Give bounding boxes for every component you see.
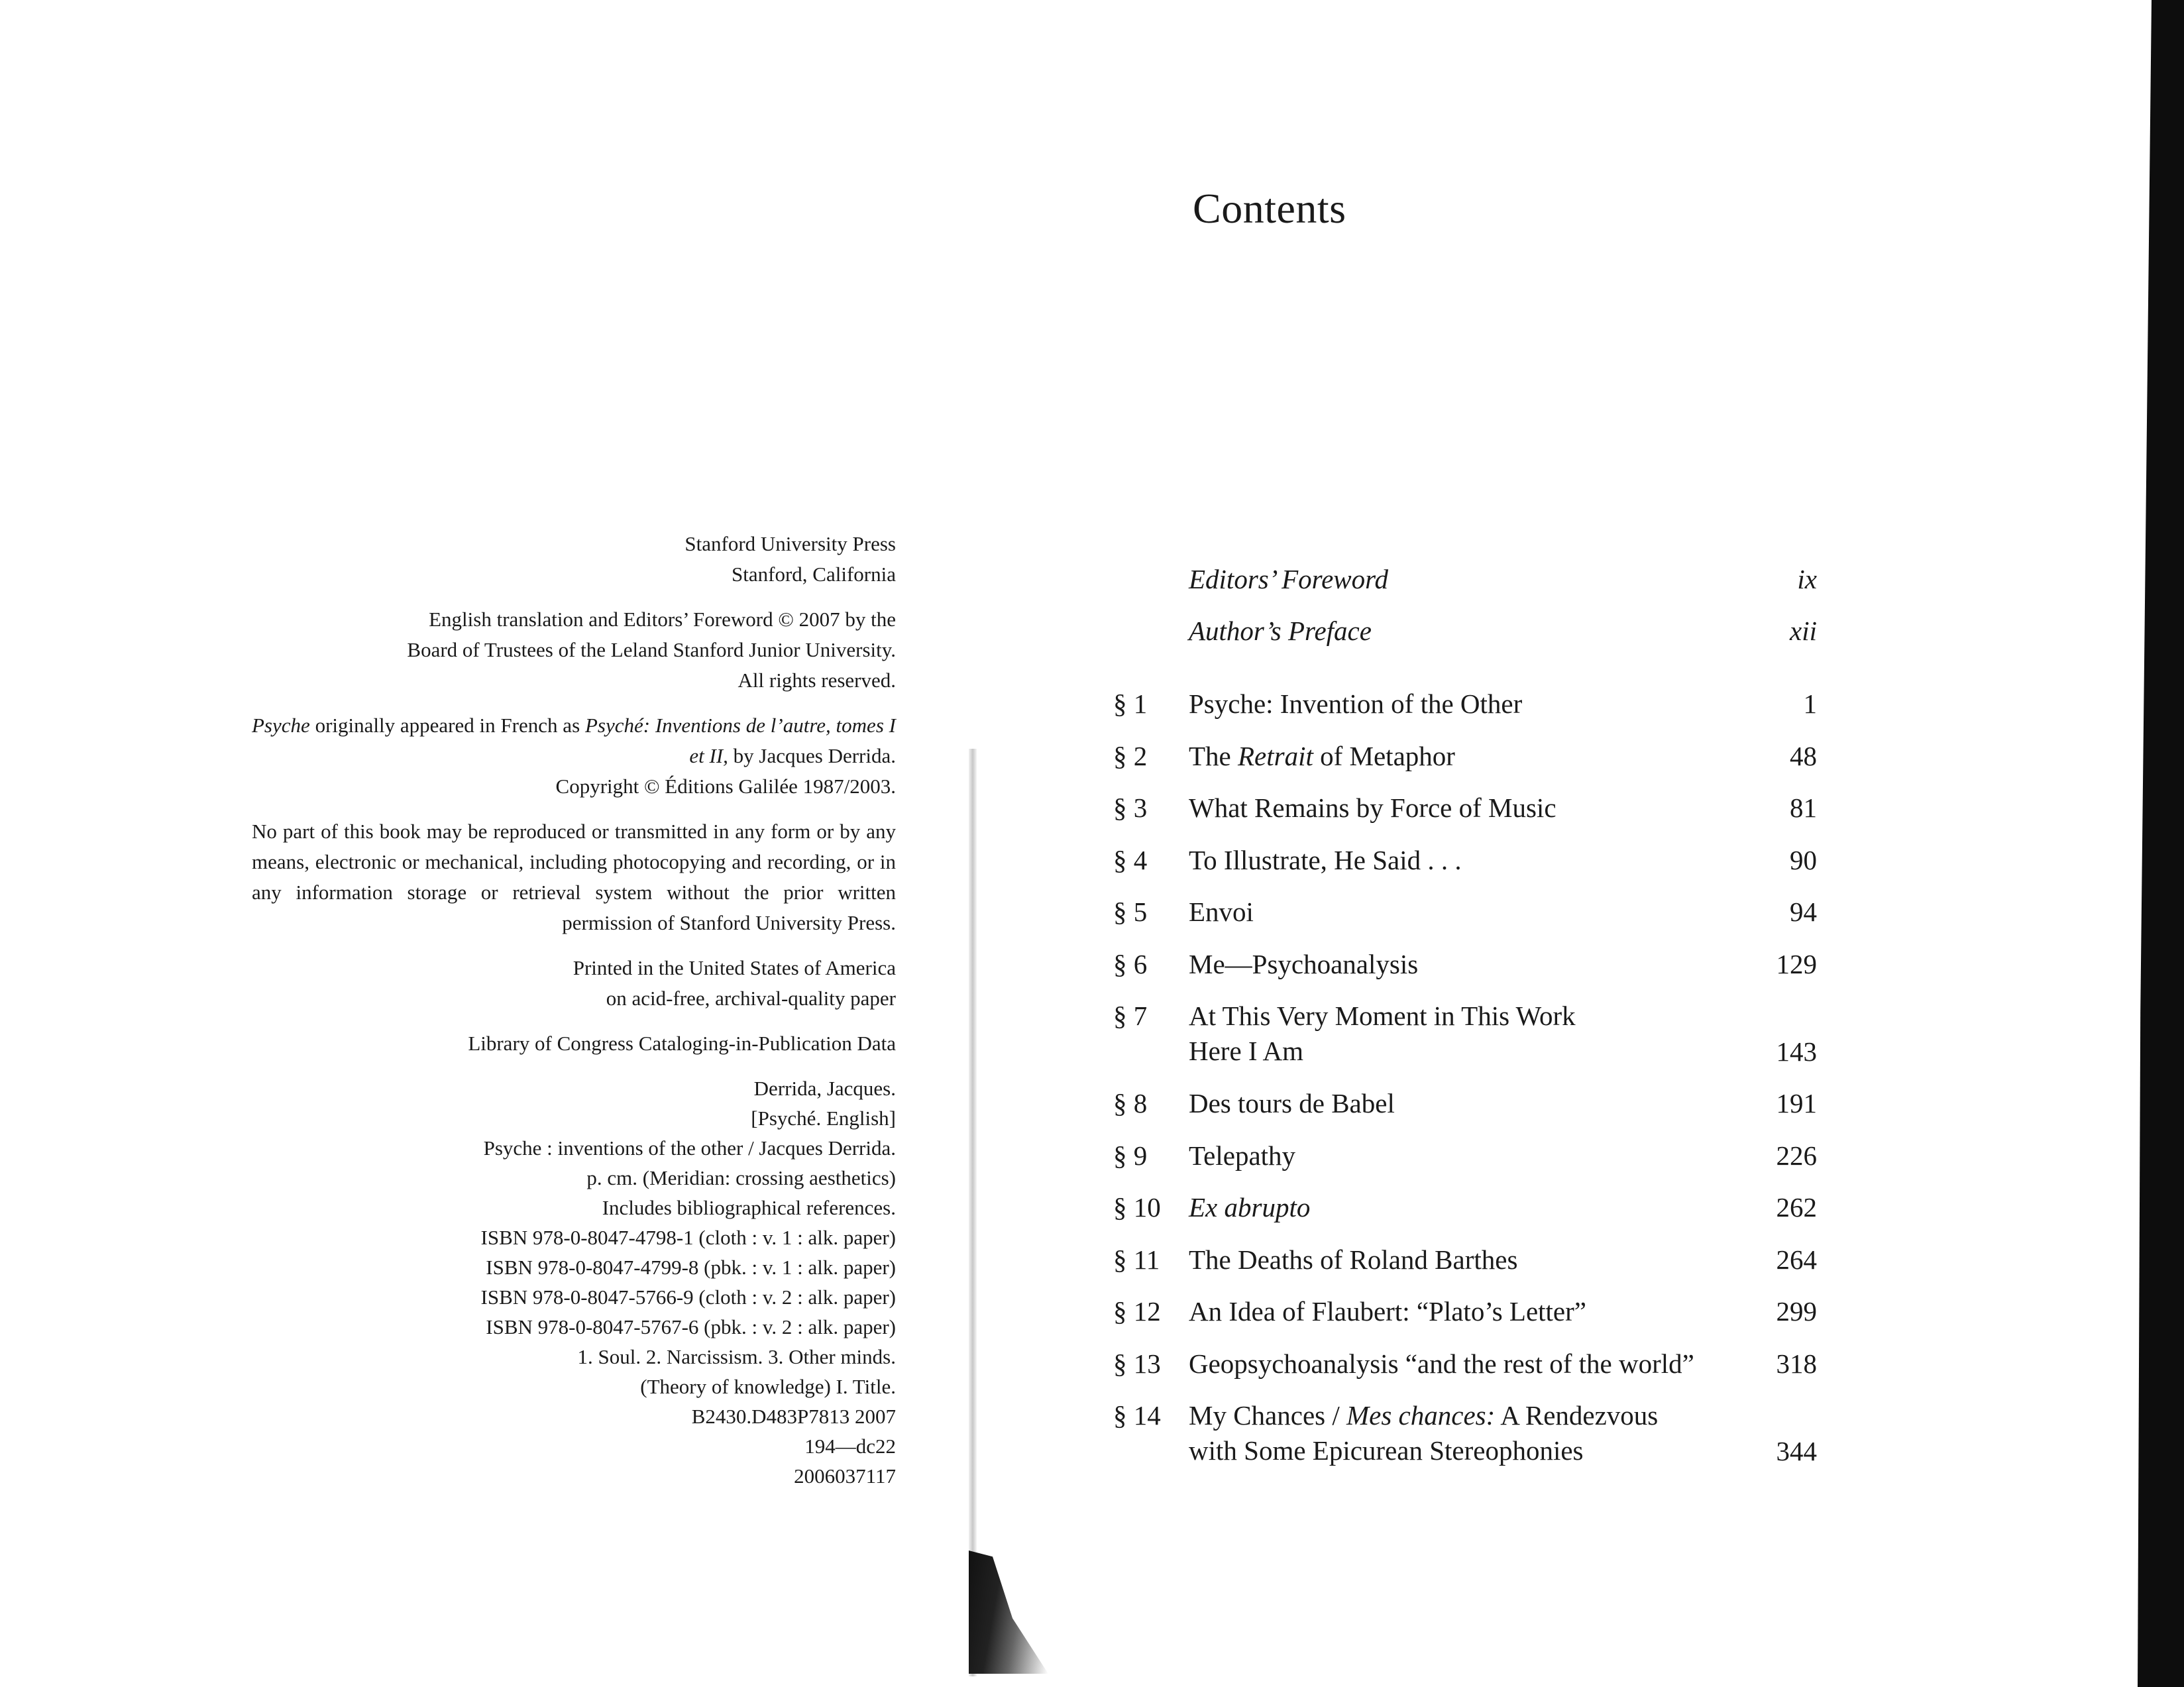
copyright-page bbox=[252, 529, 896, 1505]
original-publication-block bbox=[252, 710, 896, 802]
cip-heading-block bbox=[252, 1028, 896, 1059]
toc-chapter-number: § 13 bbox=[1113, 1348, 1161, 1379]
cip-line: [Psyché. English] bbox=[751, 1107, 896, 1130]
toc-chapter-number: § 7 bbox=[1113, 1001, 1148, 1031]
toc-page-number: 226 bbox=[1776, 1140, 1817, 1171]
toc-entry[interactable] bbox=[1113, 1398, 1817, 1486]
toc-chapter-title bbox=[1189, 1346, 1739, 1382]
toc-chapter-title bbox=[1189, 1242, 1739, 1278]
toc-chapter-number: § 11 bbox=[1113, 1244, 1160, 1275]
toc-chapter-title bbox=[1189, 947, 1739, 982]
toc-chapter-number: § 2 bbox=[1113, 740, 1148, 771]
cip-line: 1. Soul. 2. Narcissism. 3. Other minds. bbox=[577, 1345, 896, 1368]
toc-chapter-title bbox=[1189, 999, 1739, 1069]
toc-page-number: 143 bbox=[1776, 1036, 1817, 1067]
toc-chapter-title bbox=[1189, 1294, 1739, 1329]
publisher-block bbox=[252, 529, 896, 590]
toc-front-title: Author’s Preface bbox=[1189, 616, 1372, 646]
toc-title-line bbox=[1189, 1398, 1739, 1433]
cip-line: 2006037117 bbox=[794, 1464, 896, 1488]
toc-chapter-number: § 14 bbox=[1113, 1400, 1161, 1431]
toc-chapter-number: § 12 bbox=[1113, 1296, 1161, 1327]
toc-chapter-number: § 5 bbox=[1113, 897, 1148, 927]
toc-chapter-number: § 3 bbox=[1113, 792, 1148, 823]
toc-page-number: 191 bbox=[1776, 1088, 1817, 1118]
cip-line: ISBN 978-0-8047-5766-9 (cloth : v. 2 : alk. paper) bbox=[480, 1285, 896, 1309]
french-title: Psyché: Inventions de l’autre, tomes I et II, bbox=[584, 714, 896, 767]
cip-line: (Theory of knowledge) I. Title. bbox=[640, 1375, 896, 1398]
toc-entry[interactable] bbox=[1113, 739, 1817, 791]
toc-title-line bbox=[1189, 1433, 1739, 1468]
toc-chapter-title bbox=[1189, 1086, 1739, 1121]
toc-title-italic: Mes chances: bbox=[1346, 1400, 1496, 1431]
translation-block bbox=[252, 604, 896, 696]
toc-title-line: Here I Am bbox=[1189, 1036, 1304, 1066]
toc-chapter-title bbox=[1189, 843, 1739, 878]
toc-chapter-title bbox=[1189, 1398, 1739, 1468]
toc-front-title: Editors’ Foreword bbox=[1189, 564, 1389, 594]
toc-page-number: 262 bbox=[1776, 1192, 1817, 1223]
toc-title-text: To Illustrate, He Said . . . bbox=[1189, 844, 1462, 875]
translation-line: Board of Trustees of the Leland Stanford Junior University. bbox=[407, 638, 896, 661]
toc-entry[interactable] bbox=[1113, 1294, 1817, 1346]
toc-title-text: Telepathy bbox=[1189, 1140, 1296, 1171]
cip-line: Derrida, Jacques. bbox=[753, 1077, 896, 1100]
toc-spacer bbox=[1113, 667, 1817, 686]
cip-heading: Library of Congress Cataloging-in-Publication Data bbox=[468, 1032, 896, 1055]
toc-chapter-number: § 8 bbox=[1113, 1088, 1148, 1118]
toc-title-text: An Idea of Flaubert: “Plato’s Letter” bbox=[1189, 1296, 1586, 1327]
original-text-1: originally appeared in French as bbox=[309, 714, 585, 737]
cip-line: B2430.D483P7813 2007 bbox=[691, 1405, 896, 1428]
translation-line: All rights reserved. bbox=[737, 669, 896, 692]
toc-title-line: At This Very Moment in This Work bbox=[1189, 1001, 1576, 1031]
galilee-copyright: Copyright © Éditions Galilée 1987/2003. bbox=[555, 775, 896, 798]
rights-paragraph: No part of this book may be reproduced or transmitted in any form or by any means, electronic or mechanical, including photocopying and recording, or in any information storage or retrieval system without the prior written permission of Stanford University Press. bbox=[252, 820, 896, 934]
toc-entry[interactable] bbox=[1113, 686, 1817, 739]
toc-entry[interactable] bbox=[1113, 790, 1817, 843]
toc-chapter-title bbox=[1189, 739, 1739, 774]
toc-page-number: 264 bbox=[1776, 1244, 1817, 1275]
toc-chapter-number: § 10 bbox=[1113, 1192, 1161, 1223]
page-title: Contents bbox=[1193, 185, 1346, 232]
toc-page-number: 299 bbox=[1776, 1296, 1817, 1327]
printed-line: Printed in the United States of America bbox=[573, 956, 896, 979]
publisher-name: Stanford University Press bbox=[684, 532, 896, 555]
book-gutter bbox=[969, 749, 977, 1676]
page-edge-shadow bbox=[2138, 0, 2184, 1687]
toc-entry[interactable] bbox=[1113, 895, 1817, 947]
toc-entry[interactable] bbox=[1113, 1242, 1817, 1295]
toc-front-page: ix bbox=[1797, 564, 1817, 594]
table-of-contents bbox=[1113, 563, 1817, 1486]
original-text-2: by Jacques Derrida. bbox=[728, 744, 896, 767]
toc-chapter-title bbox=[1189, 1138, 1739, 1173]
toc-page-number: 129 bbox=[1776, 948, 1817, 979]
toc-entry[interactable] bbox=[1113, 1346, 1817, 1399]
toc-page-number: 94 bbox=[1790, 897, 1817, 927]
toc-chapter-title bbox=[1189, 686, 1739, 722]
toc-chapter-title bbox=[1189, 895, 1739, 930]
toc-title-text: Me—Psychoanalysis bbox=[1189, 948, 1419, 979]
toc-page-number: 318 bbox=[1776, 1348, 1817, 1379]
toc-entry[interactable] bbox=[1113, 947, 1817, 999]
toc-chapter-title bbox=[1189, 790, 1739, 826]
toc-title-text: A Rendezvous bbox=[1495, 1400, 1659, 1431]
toc-chapter-number: § 1 bbox=[1113, 688, 1148, 719]
cip-line: p. cm. (Meridian: crossing aesthetics) bbox=[586, 1166, 896, 1189]
toc-title-text: Des tours de Babel bbox=[1189, 1088, 1395, 1118]
toc-title-text: What Remains by Force of Music bbox=[1189, 792, 1556, 823]
toc-chapter-list bbox=[1113, 686, 1817, 1486]
toc-title-text: The bbox=[1189, 740, 1238, 771]
toc-front-item[interactable] bbox=[1113, 563, 1817, 615]
toc-title-text: of Metaphor bbox=[1313, 740, 1455, 771]
printed-block bbox=[252, 953, 896, 1014]
toc-page-number: 48 bbox=[1790, 740, 1817, 771]
toc-page-number: 90 bbox=[1790, 844, 1817, 875]
toc-entry[interactable] bbox=[1113, 1190, 1817, 1242]
cip-line: 194—dc22 bbox=[804, 1435, 896, 1458]
toc-title-text: with Some Epicurean Stereophonies bbox=[1189, 1435, 1584, 1466]
cip-line: ISBN 978-0-8047-4798-1 (cloth : v. 1 : alk. paper) bbox=[480, 1226, 896, 1249]
cip-data bbox=[252, 1073, 896, 1491]
toc-title-text: Envoi bbox=[1189, 897, 1254, 927]
toc-page-number: 81 bbox=[1790, 792, 1817, 823]
toc-title-text: The Deaths of Roland Barthes bbox=[1189, 1244, 1518, 1275]
toc-chapter-title bbox=[1189, 1190, 1739, 1225]
gutter-shadow bbox=[969, 1551, 1048, 1674]
toc-entry[interactable] bbox=[1113, 1138, 1817, 1191]
toc-front-page: xii bbox=[1790, 616, 1817, 646]
toc-title-text: Psyche: Invention of the Other bbox=[1189, 688, 1523, 719]
toc-title-italic: Retrait bbox=[1238, 740, 1313, 771]
cip-line: ISBN 978-0-8047-4799-8 (pbk. : v. 1 : alk. paper) bbox=[486, 1256, 896, 1279]
cip-line: ISBN 978-0-8047-5767-6 (pbk. : v. 2 : alk. paper) bbox=[486, 1315, 896, 1338]
toc-page-number: 1 bbox=[1803, 688, 1817, 719]
original-publication-text bbox=[252, 710, 896, 771]
cip-line: Psyche : inventions of the other / Jacques Derrida. bbox=[483, 1136, 896, 1160]
toc-entry[interactable] bbox=[1113, 1086, 1817, 1138]
rights-block bbox=[252, 816, 896, 938]
publisher-location: Stanford, California bbox=[732, 563, 896, 586]
cip-line: Includes bibliographical references. bbox=[602, 1196, 896, 1219]
toc-chapter-number: § 6 bbox=[1113, 948, 1148, 979]
toc-title-text: My Chances / bbox=[1189, 1400, 1346, 1431]
toc-title-text: Geopsychoanalysis “and the rest of the world” bbox=[1189, 1348, 1694, 1379]
toc-chapter-number: § 4 bbox=[1113, 844, 1148, 875]
toc-entry[interactable] bbox=[1113, 843, 1817, 895]
toc-entry[interactable] bbox=[1113, 999, 1817, 1086]
toc-chapter-number: § 9 bbox=[1113, 1140, 1148, 1171]
toc-front-item[interactable] bbox=[1113, 615, 1817, 667]
printed-line: on acid-free, archival-quality paper bbox=[606, 987, 896, 1010]
work-title: Psyche bbox=[252, 714, 310, 737]
toc-title-italic: Ex abrupto bbox=[1189, 1192, 1311, 1223]
toc-page-number: 344 bbox=[1776, 1436, 1817, 1466]
translation-line: English translation and Editors’ Foreword © 2007 by the bbox=[429, 608, 896, 631]
